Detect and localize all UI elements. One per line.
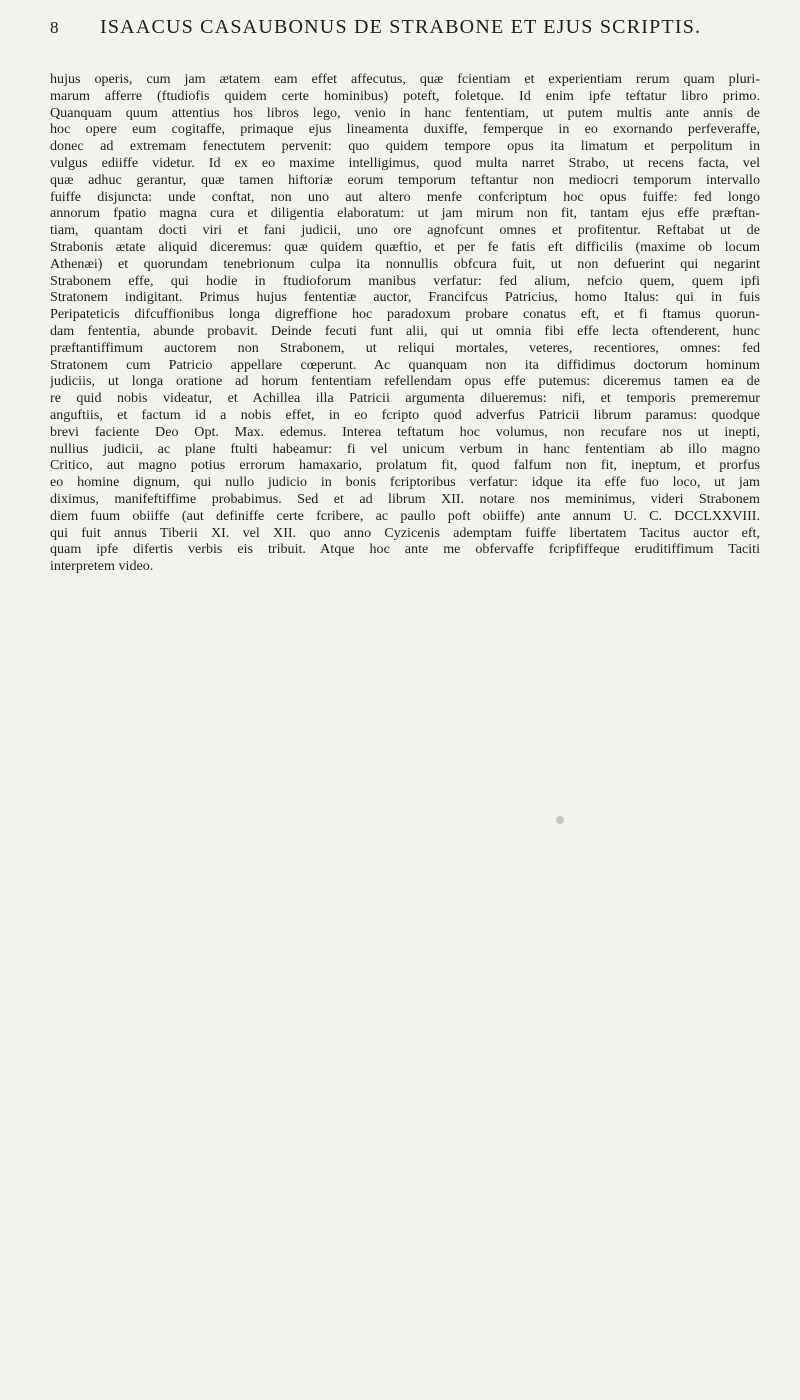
text-line: Strabonem effe, qui hodie in ftudioforum manibus verfatur: fed alium, nefcio quem, quem ipfi (50, 272, 760, 289)
paper-stain (556, 816, 564, 824)
text-line: Athenæi) et quorundam tenebrionum culpa ita nonnullis obfcura fuit, ut non defuerint qui negarint (50, 255, 760, 272)
text-line: marum afferre (ftudiofis quidem certe hominibus) poteft, foletque. Id enim ipfe teftatur libro primo. (50, 87, 760, 104)
text-line: eo homine dignum, qui nullo judicio in bonis fcriptoribus verfatur: idque ita effe fuo loco, ut jam (50, 474, 760, 491)
text-line: brevi faciente Deo Opt. Max. edemus. Interea teftatum hoc volumus, non recufare nos ut inepti, (50, 423, 760, 440)
text-line: Strabonis ætate aliquid diceremus: quæ quidem quæftio, et per fe fatis eft difficilis (maxime ob locum (50, 238, 760, 255)
text-line: Stratonem indigitant. Primus hujus fententiæ auctor, Francifcus Patricius, homo Italus: qui in fuis (50, 289, 760, 306)
text-line: quam ipfe difertis verbis eis tribuit. Atque hoc ante me obfervaffe fcripfiffeque eruditiffimum Taciti (50, 541, 760, 558)
text-line: diem fuum obiiffe (aut definiffe certe fcribere, ac paullo poft obiiffe) ante annum U. C. DCCLXXVIII. (50, 507, 760, 524)
body-text (50, 71, 760, 575)
page-number: 8 (50, 18, 59, 37)
text-line: hujus operis, cum jam ætatem eam effet affecutus, quæ fcientiam et experientiam rerum quam pluri- (50, 71, 760, 87)
text-line: Critico, aut magno potius errorum hamaxario, prolatum fit, quod falfum non fit, ineptum, et prorfus (50, 457, 760, 474)
text-line: Quanquam quum attentius hos libros lego, venio in hanc fententiam, ut putem multis ante annis de (50, 104, 760, 121)
text-line: fuiffe disjuncta: unde conftat, non uno aut altero menfe confcriptum hoc opus fuiffe: fed longo (50, 188, 760, 205)
text-line: interpretem video. (50, 558, 154, 575)
text-line: donec ad extremam fenectutem pervenit: quo quidem tempore opus ita limatum et perpolitum in (50, 138, 760, 155)
running-head: ISAACUS CASAUBONUS DE STRABONE ET EJUS SCRIPTIS. (100, 16, 702, 38)
text-line: vulgus ediiffe videtur. Id ex eo maxime intelligimus, quod multa narret Strabo, ut recens facta, vel (50, 154, 760, 171)
text-line: qui fuit annus Tiberii XI. vel XII. quo anno Cyzicenis ademptam fuiffe libertatem Tacitus auctor eft, (50, 524, 760, 541)
text-line: nullius judicii, ac plane ftulti habeamur: fi vel unicum verbum in hanc fententiam ab illo magno (50, 440, 760, 457)
text-line: anguftiis, et factum id a nobis effet, in eo fcripto quod adverfus Patricii librum paramus: quodque (50, 406, 760, 423)
text-line: quæ adhuc gerantur, quæ tamen hiftoriæ eorum temporum teftantur non mediocri temporum intervallo (50, 171, 760, 188)
text-line: Stratonem cum Patricio appellare cœperunt. Ac quanquam non ita diffidimus doctorum hominum (50, 356, 760, 373)
text-line: re quid nobis videatur, et Achillea illa Patricii argumenta dilueremus: nifi, et temporis premeremur (50, 390, 760, 407)
text-line: dam fententia, abunde probavit. Deinde fecuti funt alii, qui ut omnia fibi effe lecta oftenderent, hunc (50, 322, 760, 339)
text-line: diximus, manifeftiffime probabimus. Sed et ad librum XII. notare nos meminimus, videri Strabonem (50, 490, 760, 507)
text-line: tiam, quantam docti viri et fani judicii, uno ore agnofcunt omnes et profitentur. Reftabat ut de (50, 222, 760, 239)
text-line: præftantiffimum auctorem non Strabonem, ut reliqui mortales, veteres, recentiores, omnes: fed (50, 339, 760, 356)
text-line: annorum fpatio magna cura et diligentia elaboratum: ut jam mirum non fit, tantam ejus effe præftan- (50, 205, 760, 222)
text-line: hoc opere eum cogitaffe, primaque ejus lineamenta duxiffe, femperque in eo exornando perfeveraffe, (50, 121, 760, 138)
text-line: judiciis, ut longa oratione ad horum fententiam refellendam opus effe putemus: diceremus tamen ea de (50, 373, 760, 390)
text-line: Peripateticis difcuffionibus longa digreffione hoc paradoxum probare conatus eft, et fi ftamus quorun- (50, 306, 760, 323)
